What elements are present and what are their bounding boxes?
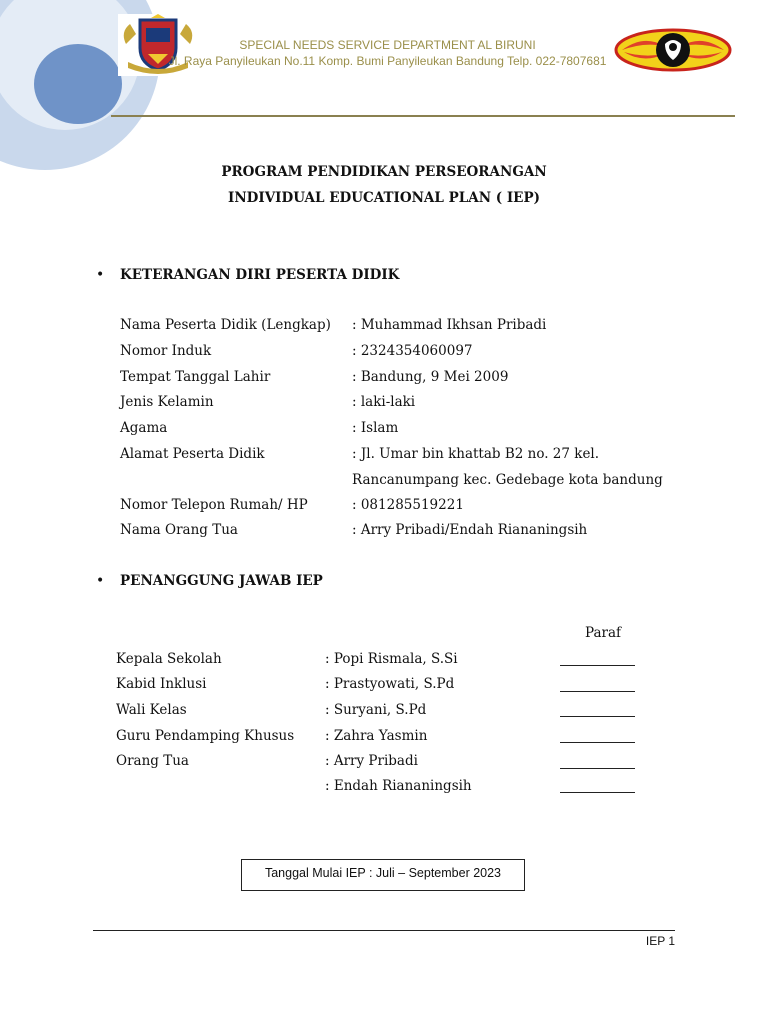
- field-value: : Arry Pribadi/Endah Riananingsih: [352, 522, 588, 538]
- footer-divider: [93, 930, 675, 931]
- header-divider: [111, 115, 735, 117]
- responsible-section-heading: PENANGGUNG JAWAB IEP: [120, 573, 323, 589]
- field-label: Nama Peserta Didik (Lengkap): [120, 317, 331, 333]
- header-address: Jl. Raya Panyileukan No.11 Komp. Bumi Panyileukan Bandung Telp. 022-7807681: [168, 54, 607, 68]
- header-title: SPECIAL NEEDS SERVICE DEPARTMENT AL BIRUNI: [239, 38, 536, 52]
- signature-line: [560, 768, 635, 769]
- field-value: : Muhammad Ikhsan Pribadi: [352, 317, 547, 333]
- field-value: : Jl. Umar bin khattab B2 no. 27 kel.: [352, 446, 600, 462]
- signature-line: [560, 665, 635, 666]
- field-value: : 081285519221: [352, 497, 464, 513]
- bullet-point: •: [96, 267, 105, 283]
- field-value: : 2324354060097: [352, 343, 473, 359]
- department-logo: [614, 28, 732, 76]
- field-label: Nama Orang Tua: [120, 522, 238, 538]
- field-value: : laki-laki: [352, 394, 416, 410]
- role-label: Guru Pendamping Khusus: [116, 728, 295, 744]
- role-value: : Zahra Yasmin: [325, 728, 428, 744]
- header-decoration-circle: [34, 44, 122, 124]
- signature-line: [560, 742, 635, 743]
- field-label: Jenis Kelamin: [120, 394, 214, 410]
- document-title: PROGRAM PENDIDIKAN PERSEORANGAN: [221, 164, 547, 180]
- student-section-heading: KETERANGAN DIRI PESERTA DIDIK: [120, 267, 400, 283]
- role-label: Kepala Sekolah: [116, 651, 222, 667]
- signature-line: [560, 691, 635, 692]
- field-label: Alamat Peserta Didik: [120, 446, 265, 462]
- role-label: Orang Tua: [116, 753, 189, 769]
- signature-line: [560, 792, 635, 793]
- signature-line: [560, 716, 635, 717]
- field-value: : Bandung, 9 Mei 2009: [352, 369, 509, 385]
- page-number: IEP 1: [645, 934, 675, 948]
- paraf-column-header: Paraf: [585, 625, 622, 641]
- role-value: : Suryani, S.Pd: [325, 702, 427, 718]
- role-value: : Endah Riananingsih: [325, 778, 472, 794]
- role-label: Wali Kelas: [116, 702, 187, 718]
- document-subtitle: INDIVIDUAL EDUCATIONAL PLAN ( IEP): [228, 190, 540, 206]
- field-label: Tempat Tanggal Lahir: [120, 369, 271, 385]
- field-value-continued: Rancanumpang kec. Gedebage kota bandung: [352, 472, 663, 488]
- role-value: : Popi Rismala, S.Si: [325, 651, 458, 667]
- bullet-point: •: [96, 573, 105, 589]
- field-label: Nomor Telepon Rumah/ HP: [120, 497, 308, 513]
- start-date-box: Tanggal Mulai IEP : Juli – September 2023: [241, 859, 525, 891]
- role-value: : Prastyowati, S.Pd: [325, 676, 455, 692]
- field-value: : Islam: [352, 420, 399, 436]
- role-value: : Arry Pribadi: [325, 753, 418, 769]
- field-label: Nomor Induk: [120, 343, 212, 359]
- field-label: Agama: [120, 420, 168, 436]
- role-label: Kabid Inklusi: [116, 676, 207, 692]
